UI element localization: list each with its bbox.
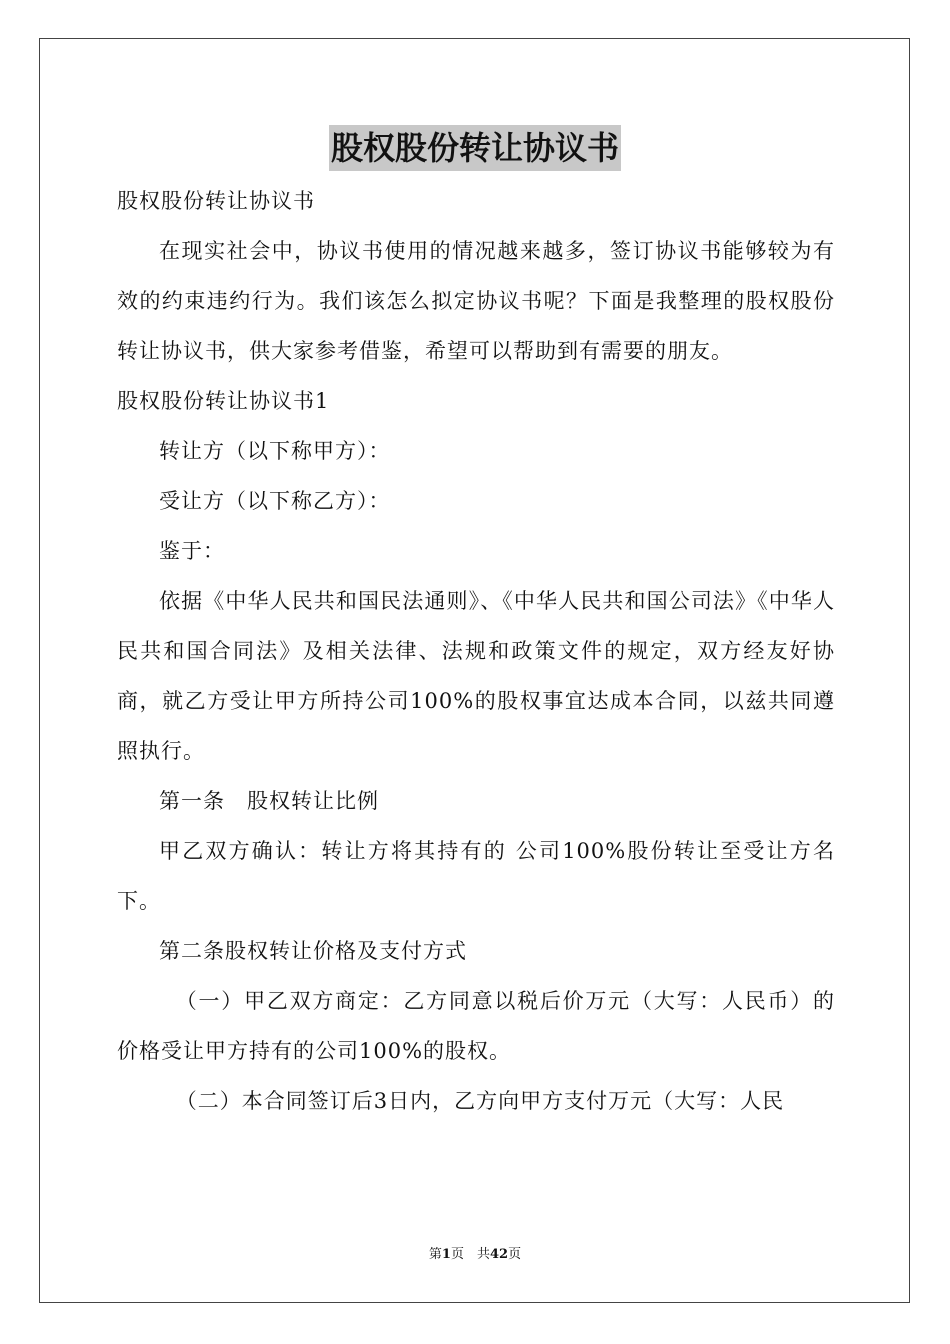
legal-basis-paragraph: 依据《中华人民共和国民法通则》、《中华人民共和国公司法》《中华人民共和国合同法》及相关法律、法规和政策文件的规定，双方经友好协商，就乙方受让甲方所持公司100%的股权事宜达成本合同，以兹共同遵照执行。 <box>117 589 835 763</box>
document-body <box>117 176 835 1126</box>
article1-title: 第一条 股权转让比例 <box>159 789 379 813</box>
document-title: 股权股份转让协议书 <box>329 125 621 171</box>
page-footer <box>0 1245 950 1265</box>
title-container <box>0 125 950 171</box>
document-subtitle: 股权股份转让协议书 <box>117 189 315 213</box>
footer-mid: 页 共 <box>450 1247 490 1262</box>
article2-title: 第二条股权转让价格及支付方式 <box>159 939 467 963</box>
whereas-line: 鉴于： <box>159 539 225 563</box>
transferor-line: 转让方（以下称甲方）： <box>159 439 391 463</box>
footer-total-pages: 42 <box>489 1247 509 1262</box>
article1-body: 甲乙双方确认：转让方将其持有的 公司100%股份转让至受让方名下。 <box>117 839 835 913</box>
intro-paragraph: 在现实社会中，协议书使用的情况越来越多，签订协议书能够较为有效的约束违约行为。我们该怎么拟定协议书呢？下面是我整理的股权股份转让协议书，供大家参考借鉴，希望可以帮助到有需要的朋友。 <box>117 239 835 363</box>
section-heading: 股权股份转让协议书1 <box>117 389 330 413</box>
article2-item1: （一）甲乙双方商定：乙方同意以税后价万元（大写：人民币）的价格受让甲方持有的公司100%的股权。 <box>117 989 835 1063</box>
article2-item2: （二）本合同签订后3日内，乙方向甲方支付万元（大写：人民 <box>175 1089 785 1113</box>
transferee-line: 受让方（以下称乙方）： <box>159 489 391 513</box>
footer-current-page: 1 <box>441 1247 451 1262</box>
footer-suffix: 页 <box>508 1247 522 1262</box>
footer-prefix: 第 <box>428 1247 442 1262</box>
